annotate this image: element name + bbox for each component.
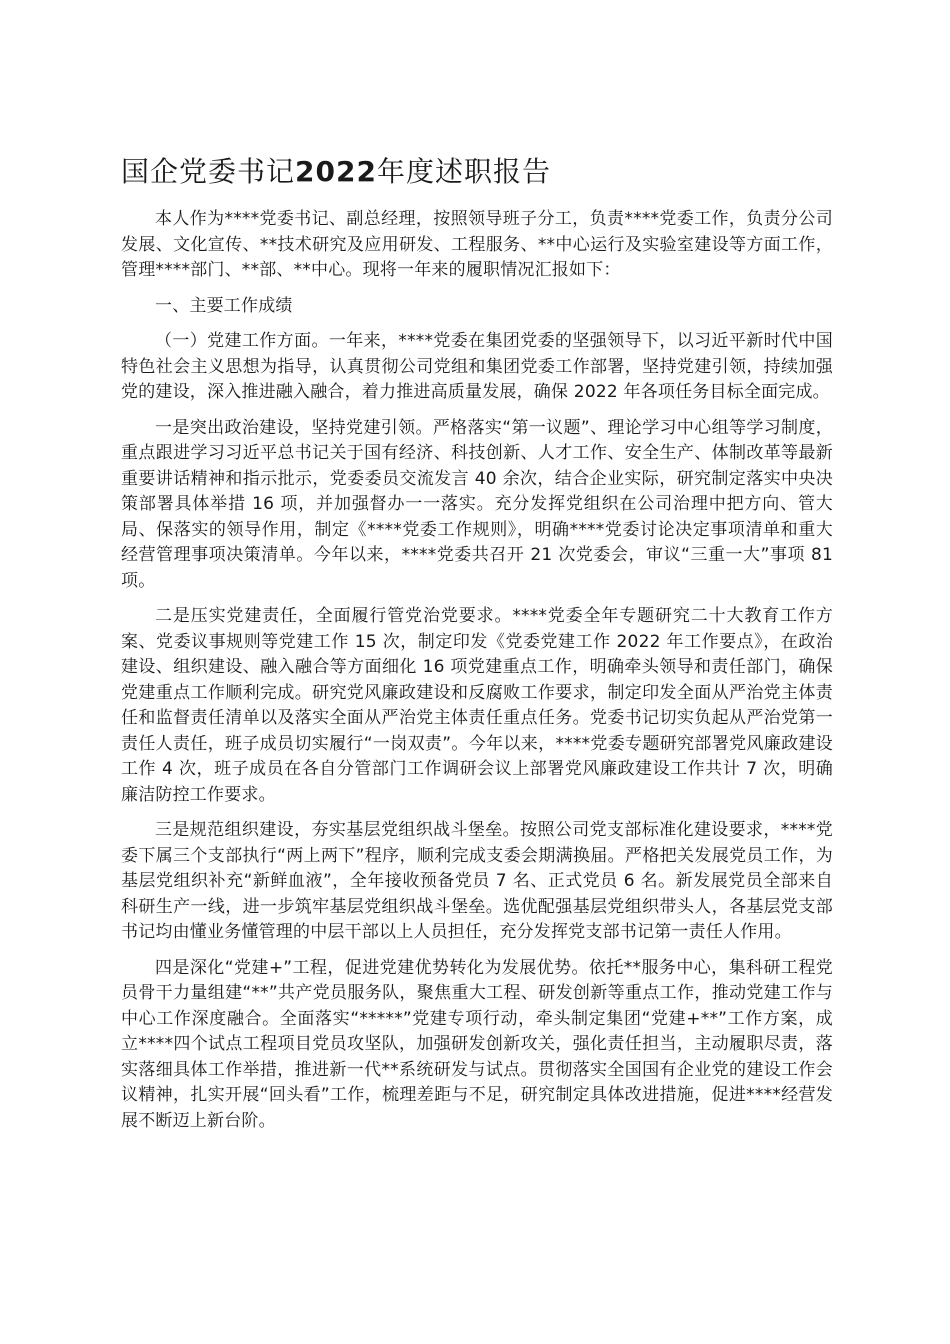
- document-title: [121, 150, 841, 194]
- title-year: 2022: [295, 155, 377, 188]
- political-building-paragraph: 一是突出政治建设，坚持党建引领。严格落实“第一议题”、理论学习中心组等学习制度，重点跟进学习习近平总书记关于国有经济、科技创新、人才工作、安全生产、体制改革等最新重要讲话精神和指示批示，党委委员交流发言 40 余次，结合企业实际，研究制定落实中央决策部署具体举措 16 项，并加强督办一一落实。充分发挥党组织在公司治理中把方向、管大局、保落实的领导作用，制定《****党委工作规则》，明确****党委讨论决定事项清单和重大经营管理事项决策清单。今年以来，****党委共召开 21 次党委会，审议“三重一大”事项 81 项。: [121, 417, 833, 591]
- responsibility-paragraph: 二是压实党建责任，全面履行管党治党要求。****党委全年专题研究二十大教育工作方案、党委议事规则等党建工作 15 次，制定印发《党委党建工作 2022 年工作要点》，在政治建设、组织建设、融入融合等方面细化 16 项党建重点工作，明确牵头领导和责任部门，确保党建重点工作顺利完成。研究党风廉政建设和反腐败工作要求，制定印发全面从严治党主体责任和监督责任清单以及落实全面从严治党主体责任重点任务。党委书记切实负起从严治党第一责任人责任，班子成员切实履行“一岗双责”。今年以来，****党委专题研究部署党风廉政建设工作 4 次，班子成员在各自分管部门工作调研会议上部署党风廉政建设工作共计 7 次，明确廉洁防控工作要求。: [121, 606, 833, 805]
- title-suffix: 年度述职报告: [376, 155, 551, 188]
- title-prefix: 国企党委书记: [121, 155, 296, 188]
- party-building-paragraph: （一）党建工作方面。一年来，****党委在集团党委的坚强领导下，以习近平新时代中国特色社会主义思想为指导，认真贯彻公司党组和集团党委工作部署，坚持党建引领，持续加强党的建设，深入推进融入融合，着力推进高质量发展，确保 2022 年各项任务目标全面完成。: [121, 331, 833, 402]
- section-heading: 一、主要工作成绩: [155, 295, 293, 316]
- party-plus-paragraph: 四是深化“党建+”工程，促进党建优势转化为发展优势。依托**服务中心，集科研工程党员骨干力量组建“**”共产党员服务队，聚焦重大工程、研发创新等重点工作，推动党建工作与中心工作深度融合。全面落实“*****”党建专项行动，牵头制定集团“党建+**”工作方案，成立****四个试点工程项目党员攻坚队，加强研发创新攻关，强化责任担当，主动履职尽责，落实落细具体工作举措，推进新一代**系统研发与试点。贯彻落实全国国有企业党的建设工作会议精神，扎实开展“回头看”工作，梳理差距与不足，研究制定具体改进措施，促进****经营发展不断迈上新台阶。: [121, 957, 833, 1131]
- document-body: [121, 207, 833, 1144]
- organization-paragraph: 三是规范组织建设，夯实基层党组织战斗堡垒。按照公司党支部标准化建设要求，****党委下属三个支部执行“两上两下”程序，顺利完成支委会期满换届。严格把关发展党员工作，为基层党组织补充“新鲜血液”，全年接收预备党员 7 名、正式党员 6 名。新发展党员全部来自科研生产一线，进一步筑牢基层党组织战斗堡垒。选优配强基层党组织带头人，各基层党支部书记均由懂业务懂管理的中层干部以上人员担任，充分发挥党支部书记第一责任人作用。: [121, 820, 833, 942]
- intro-paragraph: 本人作为****党委书记、副总经理，按照领导班子分工，负责****党委工作，负责分公司发展、文化宣传、**技术研究及应用研发、工程服务、**中心运行及实验室建设等方面工作，管理****部门、**部、**中心。现将一年来的履职情况汇报如下：: [121, 209, 833, 280]
